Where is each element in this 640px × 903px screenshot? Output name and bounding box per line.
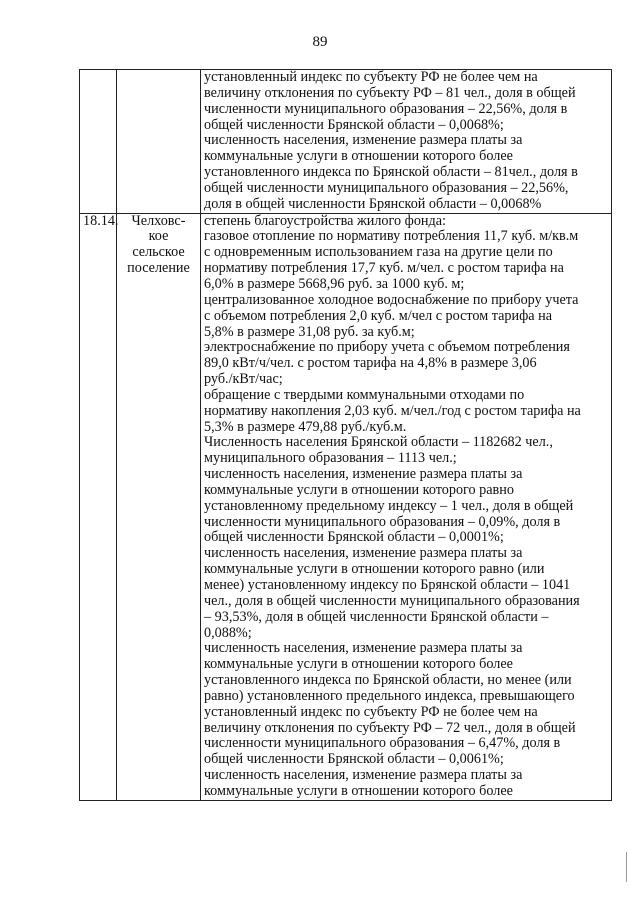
text-line: с одновременным использованием газа на другие цели по [204,245,553,261]
text-line: коммунальные услуги в отношении которого более [204,657,513,673]
text-line: равно) установленного предельного индекса, превышающего [204,688,575,704]
text-line: коммунальные услуги в отношении которого более [204,783,513,799]
text-line: численность населения, изменение размера платы за [204,641,523,657]
text-line: 89,0 кВт/ч/чел. с ростом тарифа на 4,8% в размере 3,06 [204,356,537,372]
text-line: коммунальные услуги в отношении которого равно [204,482,514,498]
text-line: – 93,53%, доля в общей численности Брянской области – [204,609,549,625]
text-line: численность населения, изменение размера платы за [204,768,523,784]
text-line: установленный индекс по субъекту РФ не более чем на [204,70,538,85]
text-line: численность населения, изменение размера платы за [204,467,523,483]
page-number: 89 [312,34,328,50]
text-line: с объемом потребления 2,0 куб. м/чел с ростом тарифа на [204,308,553,324]
text-line: чел., доля в общей численности муниципального образования [204,593,580,609]
text-line: 5,8% в размере 31,08 руб. за куб.м; [204,324,415,340]
text-line: обращение с твердыми коммунальными отходами по [204,387,525,403]
text-line: общей численности Брянской области – 0,0061%; [204,752,504,768]
text-line: величину отклонения по субъекту РФ – 81 чел., доля в общей [204,85,576,101]
text-line: численность населения, изменение размера платы за [204,546,523,562]
text-line: общей численности Брянской области – 0,0068%; [204,117,504,133]
text-line: численность населения, изменение размера платы за [204,133,523,149]
text-line: руб./кВт/час; [204,372,283,388]
text-line: численности муниципального образования – 6,47%, доля в [204,736,561,752]
municipality-name-line: кое [148,228,169,245]
table-body [80,70,612,801]
text-line: установленный индекс по субъекту РФ не более чем на [204,704,538,720]
text-line: муниципального образования – 1113 чел.; [204,451,457,467]
row-number [80,70,117,214]
text-line: численности муниципального образования – 0,09%, доля в [204,514,561,530]
text-line: численности муниципального образования – 22,56%, доля в [204,101,568,117]
text-line: 5,3% в размере 479,88 руб./куб.м. [204,419,407,435]
text-line: 0,088%; [204,625,252,641]
text-line: Численность населения Брянской области – 1182682 чел., [204,435,553,451]
text-line: величину отклонения по субъекту РФ – 72 чел., доля в общей [204,720,576,736]
municipality-name-line: сельское [132,244,185,261]
text-line: электроснабжение по прибору учета с объемом потребления [204,340,570,356]
text-line: доля в общей численности Брянской области – 0,0068% [204,196,542,212]
text-line: централизованное холодное водоснабжение по прибору учета [204,292,579,308]
municipality-name [117,70,201,214]
municipality-name [117,213,201,800]
text-line: общей численности муниципального образования – 22,56%, [204,180,569,196]
text-line: газовое отопление по нормативу потребления 11,7 куб. м/кв.м [204,229,579,245]
text-line: коммунальные услуги в отношении которого равно (или [204,562,545,578]
municipal-table [79,69,612,801]
municipality-name-line: поселение [127,260,190,277]
municipality-name-line: Челховс- [131,212,186,229]
text-line: менее) установленному индексу по Брянской области – 1041 [204,578,571,593]
text-line: установленного индекса по Брянской области, но менее (или [204,673,572,689]
text-line: нормативу потребления 17,7 куб. м/чел. с ростом тарифа на [204,261,564,277]
text-line: нормативу накопления 2,03 куб. м/чел./год с ростом тарифа на [204,403,581,419]
text-line: установленного индекса по Брянской области – 81чел., доля в [204,165,578,181]
text-line: коммунальные услуги в отношении которого более [204,149,513,165]
row-number: 18.14. [80,213,117,800]
row-description [201,213,612,800]
text-line: 6,0% в размере 5668,96 руб. за 1000 куб. м; [204,276,465,292]
table-row [80,213,612,800]
row-description [201,70,612,214]
text-line: установленному предельному индексу – 1 чел., доля в общей [204,498,574,514]
margin-mark [626,852,635,882]
table-row [80,70,612,214]
text-line: общей численности Брянской области – 0,0001%; [204,530,504,546]
text-line: степень благоустройства жилого фонда: [204,213,446,229]
